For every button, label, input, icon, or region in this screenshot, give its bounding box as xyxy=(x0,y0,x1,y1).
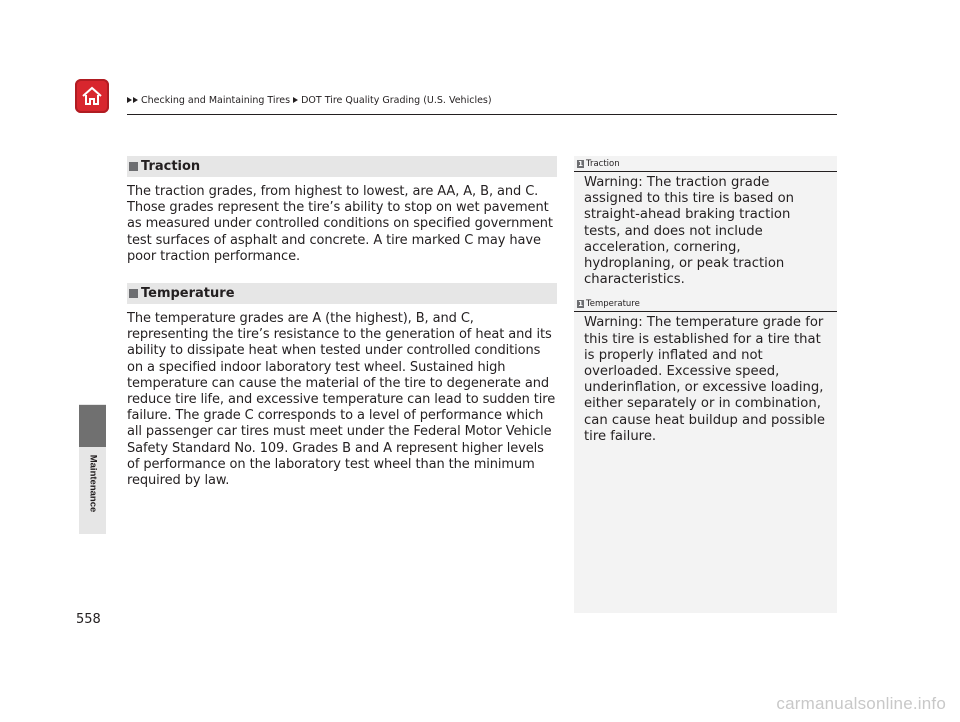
temperature-note xyxy=(574,296,837,445)
note-title: Temperature xyxy=(586,298,640,309)
traction-note xyxy=(574,156,837,288)
watermark: carmanualsonline.info xyxy=(776,694,946,713)
main-content xyxy=(127,156,557,489)
home-icon xyxy=(81,85,103,107)
header-divider xyxy=(127,114,837,115)
breadcrumb-item-tires[interactable]: Checking and Maintaining Tires xyxy=(141,94,291,106)
breadcrumb-arrow-icon xyxy=(293,97,298,103)
section-tab-label: Maintenance xyxy=(87,454,99,512)
temperature-heading: Temperature xyxy=(127,283,557,304)
heading-square-icon xyxy=(129,289,138,298)
note-title: Traction xyxy=(586,158,620,169)
note-header xyxy=(574,156,837,172)
breadcrumb-arrow-icon xyxy=(133,97,138,103)
breadcrumb-item-dot-grading[interactable]: DOT Tire Quality Grading (U.S. Vehicles) xyxy=(301,94,492,106)
home-button[interactable] xyxy=(75,79,109,113)
breadcrumb-arrow-icon xyxy=(127,97,132,103)
note-body: Warning: The temperature grade for this tire is established for a tire that is properly inflated and not overloaded. Excessive speed, underinflation, or excessive loading, either separately or in combination, can cause heat buildup and possible tire failure. xyxy=(584,315,826,444)
breadcrumb xyxy=(127,93,492,107)
note-header xyxy=(574,296,837,312)
page-number: 558 xyxy=(76,612,101,627)
note-body: Warning: The traction grade assigned to this tire is based on straight-ahead braking traction tests, and does not include acceleration, cornering, hydroplaning, or peak traction characteristics. xyxy=(584,175,795,288)
heading-square-icon xyxy=(129,162,138,171)
note-marker-icon: 1 xyxy=(578,159,583,168)
section-tab-marker xyxy=(79,405,106,447)
notes-sidebar xyxy=(574,156,837,613)
traction-heading: Traction xyxy=(127,156,557,177)
note-marker-icon: 1 xyxy=(578,299,583,308)
traction-body: The traction grades, from highest to lowest, are AA, A, B, and C. Those grades represent the tire’s ability to stop on wet pavement as measured under controlled conditions on specified government test surfaces of asphalt and concrete. A tire marked C may have poor traction performance. xyxy=(127,184,553,264)
temperature-body: The temperature grades are A (the highest), B, and C, representing the tire’s resistance to the generation of heat and its ability to dissipate heat when tested under controlled conditions on a specified indoor laboratory test wheel. Sustained high temperature can cause the material of the tire to degenerate and reduce tire life, and excessive temperature can lead to sudden tire failure. The grade C corresponds to a level of performance which all passenger car tires must meet under the Federal Motor Vehicle Safety Standard No. 109. Grades B and A represent higher levels of performance on the laboratory test wheel than the minimum required by law. xyxy=(127,311,556,489)
